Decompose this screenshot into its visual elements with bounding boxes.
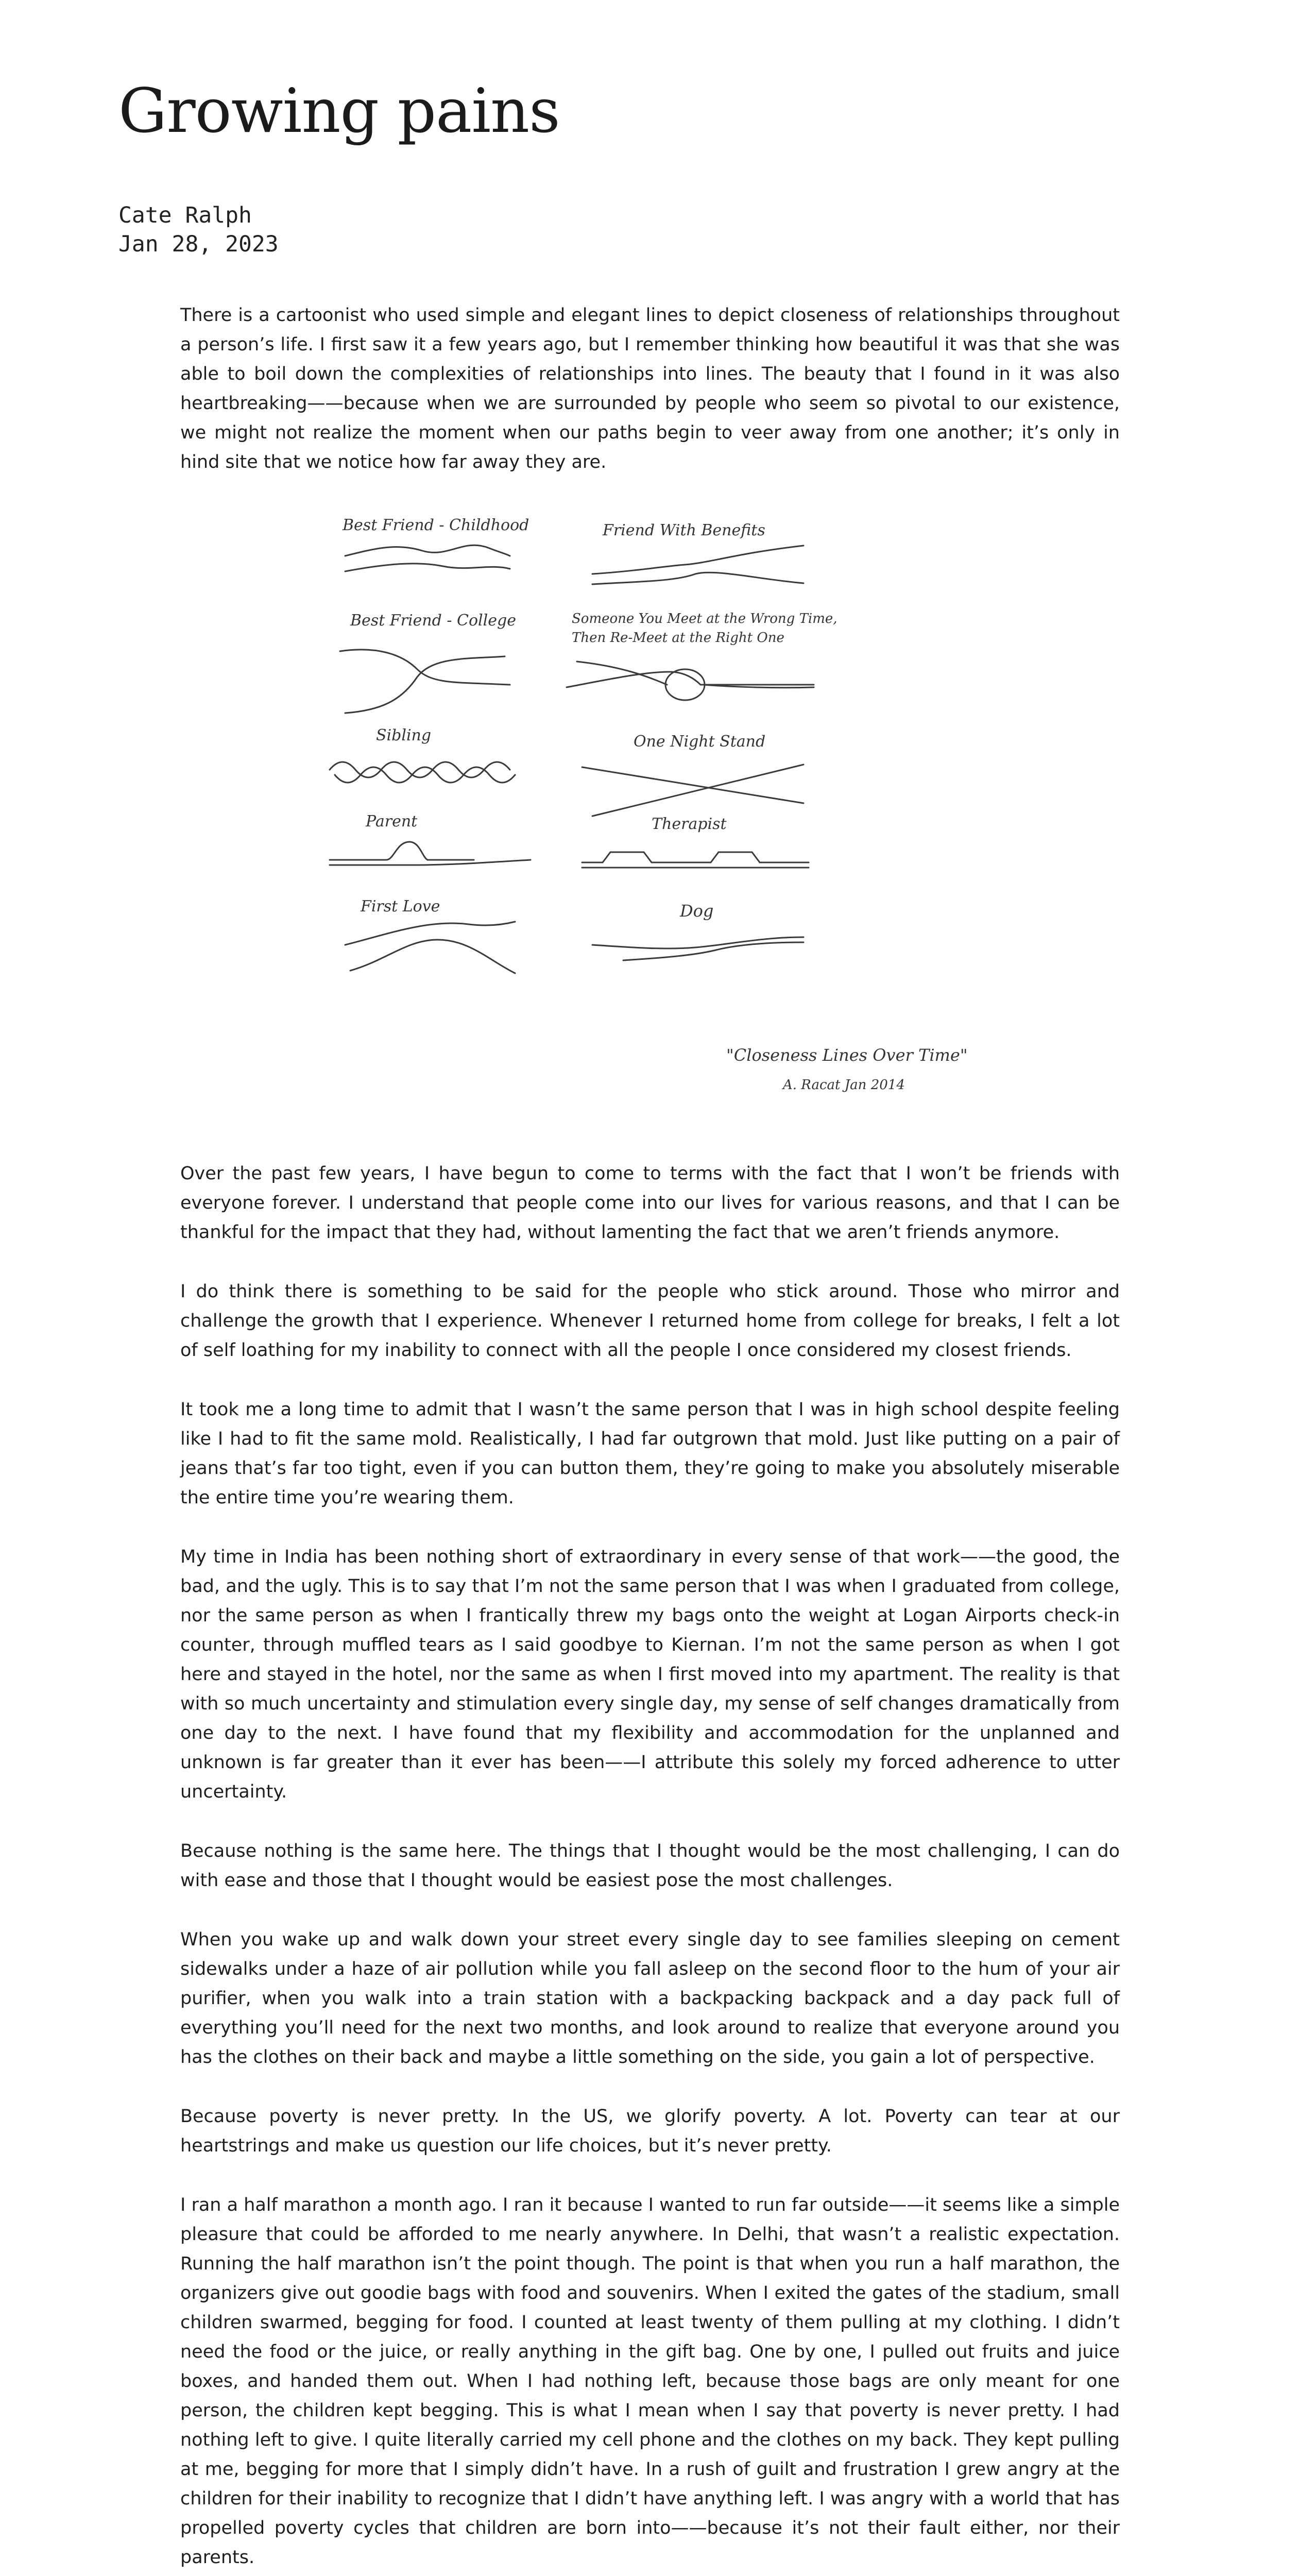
paragraph: When you wake up and walk down your street every single day to see families sleeping on cement sidewalks under a haze of air pollution while you fall asleep on the second floor to the hum of your air purifier, when you walk into a train station with a backpacking backpack and a day pack full of everything you’ll need for the next two months, and look around to realize that everyone around you has the clothes on their back and maybe a little something on the side, you gain a lot of perspective. <box>180 1929 1120 2067</box>
publish-date: Jan 28, 2023 <box>118 231 279 257</box>
label-sibling: Sibling <box>376 726 432 744</box>
label-one-night-stand: One Night Stand <box>634 733 766 751</box>
line-friend-with-benefits-b <box>592 572 804 584</box>
label-wrong-time-line1: Someone You Meet at the Wrong Time, <box>572 611 837 626</box>
label-therapist: Therapist <box>652 815 727 833</box>
line-wrong-time-b <box>577 662 814 688</box>
line-first-love-b <box>350 940 515 973</box>
article-body <box>180 301 1120 2576</box>
label-best-friend-childhood: Best Friend - Childhood <box>343 516 529 534</box>
line-parent-a <box>330 842 474 860</box>
line-best-friend-childhood-a <box>345 545 510 556</box>
line-first-love-a <box>345 922 515 945</box>
label-dog: Dog <box>680 901 714 921</box>
paragraph: I ran a half marathon a month ago. I ran it because I wanted to run far outside——it seems like a simple pleasure that could be afforded to me nearly anywhere. In Delhi, that wasn’t a realistic expectation. Running the half marathon isn’t the point though. The point is that when you run a half marathon, the organizers give out goodie bags with food and souvenirs. When I exited the gates of the stadium, small children swarmed, begging for food. I counted at least twenty of them pulling at my clothing. I didn’t need the food or the juice, or really anything in the gift bag. One by one, I pulled out fruits and juice boxes, and handed them out. When I had nothing left, because those bags are only meant for one person, the children kept begging. This is what I mean when I say that poverty is never pretty. I had nothing left to give. I quite literally carried my cell phone and the clothes on my back. They kept pulling at me, begging for more that I simply didn’t have. In a rush of guilt and frustration I grew angry at the children for their inability to recognize that I didn’t have anything left. I was angry with a world that has propelled poverty cycles that children are born into——because it’s not their fault either, nor their parents. <box>180 2195 1120 2568</box>
label-wrong-time-line2: Then Re-Meet at the Right One <box>572 630 784 646</box>
line-one-night-stand-b <box>592 765 804 816</box>
byline <box>118 201 279 259</box>
paragraph: Because poverty is never pretty. In the US, we glorify poverty. A lot. Poverty can tear at our heartstrings and make us question our life choices, but it’s never pretty. <box>180 2106 1120 2156</box>
article-title: Growing pains <box>118 75 560 146</box>
line-friend-with-benefits-a <box>592 546 804 574</box>
author-name: Cate Ralph <box>118 202 252 228</box>
label-parent: Parent <box>366 812 418 831</box>
paragraph: It took me a long time to admit that I wasn’t the same person that I was in high school despite feeling like I had to fit the same mold. Realistically, I had far outgrown that mold. Just like putting on a pair of jeans that’s far too tight, even if you can button them, they’re going to make you absolutely miserable the entire time you’re wearing them. <box>180 1399 1120 1508</box>
line-wrong-time-a <box>567 672 814 687</box>
paragraph: My time in India has been nothing short of extraordinary in every sense of that work——the good, the bad, and the ugly. This is to say that I’m not the same person that I was when I graduated from college, nor the same person as when I frantically threw my bags onto the weight at Logan Airports check-in counter, through muffled tears as I said goodbye to Kiernan. I’m not the same person as when I got here and stayed in the hotel, nor the same as when I first moved into my apartment. The reality is that with so much uncertainty and stimulation every single day, my sense of self changes dramatically from one day to the next. I have found that my flexibility and accommodation for the unplanned and unknown is far greater than it ever has been——I attribute this solely my forced adherence to utter uncertainty. <box>180 1547 1120 1802</box>
paragraph: Over the past few years, I have begun to come to terms with the fact that I won’t be friends with everyone forever. I understand that people come into our lives for various reasons, and that I can be thankful for the impact that they had, without lamenting the fact that we aren’t friends anymore. <box>180 1163 1120 1243</box>
paragraph: Because nothing is the same here. The things that I thought would be the most challenging, I can do with ease and those that I thought would be easiest pose the most challenges. <box>180 1841 1120 1891</box>
paragraph: I do think there is something to be said for the people who stick around. Those who mirror and challenge the growth that I experience. Whenever I returned home from college for breaks, I felt a lot of self loathing for my inability to connect with all the people I once considered my closest friends. <box>180 1281 1120 1361</box>
figure-credit: A. Racat Jan 2014 <box>783 1077 905 1093</box>
line-best-friend-college-b <box>345 656 505 713</box>
line-best-friend-college-a <box>340 650 510 685</box>
closeness-lines-illustration <box>273 507 994 1130</box>
line-therapist-a <box>582 852 809 862</box>
line-best-friend-childhood-b <box>345 564 510 571</box>
paragraph: There is a cartoonist who used simple and elegant lines to depict closeness of relationships throughout a person’s life. I first saw it a few years ago, but I remember thinking how beautiful it was that she was able to boil down the complexities of relationships into lines. The beauty that I found in it was also heartbreaking——because when we are surrounded by people who seem so pivotal to our existence, we might not realize the moment when our paths begin to veer away from one another; it’s only in hind site that we notice how far away they are. <box>180 305 1120 472</box>
label-first-love: First Love <box>361 897 440 916</box>
label-best-friend-college: Best Friend - College <box>350 612 516 630</box>
label-friend-with-benefits: Friend With Benefits <box>603 521 765 539</box>
figure-caption: "Closeness Lines Over Time" <box>726 1045 968 1065</box>
